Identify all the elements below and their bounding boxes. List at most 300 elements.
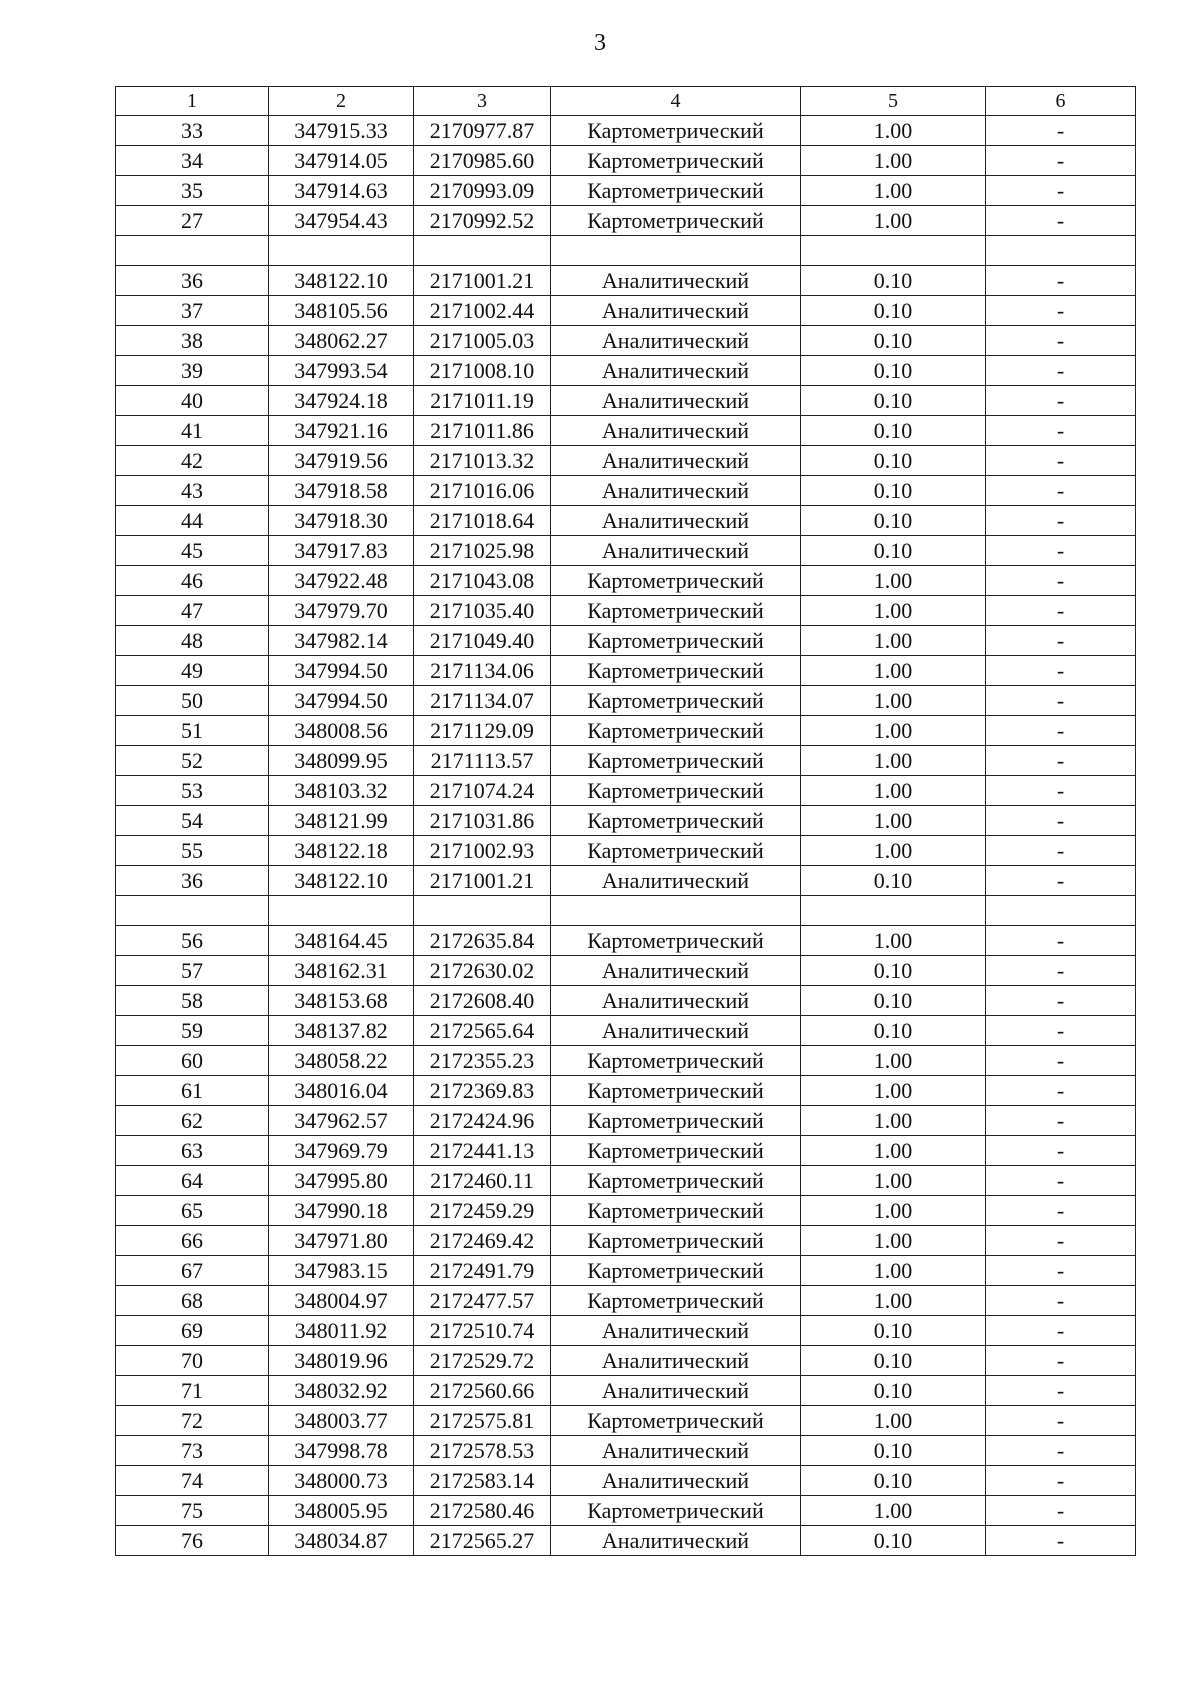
point-number-cell: 38	[116, 326, 269, 356]
y-coordinate-cell: 2170993.09	[414, 176, 551, 206]
method-cell: Картометрический	[551, 626, 801, 656]
table-row	[116, 326, 1136, 356]
note-cell: -	[986, 1196, 1136, 1226]
accuracy-cell: 1.00	[801, 116, 986, 146]
x-coordinate-cell: 347979.70	[269, 596, 414, 626]
point-number-cell: 66	[116, 1226, 269, 1256]
method-cell: Картометрический	[551, 116, 801, 146]
note-cell: -	[986, 686, 1136, 716]
point-number-cell	[116, 236, 269, 266]
accuracy-cell: 0.10	[801, 296, 986, 326]
method-cell: Картометрический	[551, 206, 801, 236]
accuracy-cell: 1.00	[801, 776, 986, 806]
point-number-cell: 65	[116, 1196, 269, 1226]
table-row	[116, 806, 1136, 836]
x-coordinate-cell: 347994.50	[269, 686, 414, 716]
y-coordinate-cell: 2170977.87	[414, 116, 551, 146]
accuracy-cell: 0.10	[801, 476, 986, 506]
point-number-cell: 44	[116, 506, 269, 536]
point-number-cell: 64	[116, 1166, 269, 1196]
accuracy-cell: 0.10	[801, 1346, 986, 1376]
note-cell	[986, 236, 1136, 266]
table-row	[116, 296, 1136, 326]
x-coordinate-cell: 347994.50	[269, 656, 414, 686]
point-number-cell: 48	[116, 626, 269, 656]
y-coordinate-cell: 2172510.74	[414, 1316, 551, 1346]
accuracy-cell: 0.10	[801, 266, 986, 296]
method-cell: Картометрический	[551, 146, 801, 176]
accuracy-cell: 1.00	[801, 806, 986, 836]
point-number-cell: 75	[116, 1496, 269, 1526]
x-coordinate-cell: 347919.56	[269, 446, 414, 476]
method-cell: Аналитический	[551, 1376, 801, 1406]
y-coordinate-cell: 2172578.53	[414, 1436, 551, 1466]
accuracy-cell: 1.00	[801, 1106, 986, 1136]
method-cell: Аналитический	[551, 986, 801, 1016]
method-cell: Картометрический	[551, 1076, 801, 1106]
note-cell: -	[986, 1016, 1136, 1046]
accuracy-cell: 1.00	[801, 1076, 986, 1106]
accuracy-cell: 1.00	[801, 566, 986, 596]
y-coordinate-cell: 2172630.02	[414, 956, 551, 986]
accuracy-cell: 0.10	[801, 1316, 986, 1346]
note-cell: -	[986, 1376, 1136, 1406]
note-cell: -	[986, 506, 1136, 536]
point-number-cell: 45	[116, 536, 269, 566]
x-coordinate-cell: 348153.68	[269, 986, 414, 1016]
table-row	[116, 716, 1136, 746]
accuracy-cell: 1.00	[801, 1496, 986, 1526]
accuracy-cell: 1.00	[801, 716, 986, 746]
point-number-cell: 71	[116, 1376, 269, 1406]
point-number-cell: 40	[116, 386, 269, 416]
note-cell: -	[986, 1256, 1136, 1286]
y-coordinate-cell: 2171113.57	[414, 746, 551, 776]
x-coordinate-cell: 348162.31	[269, 956, 414, 986]
table-row	[116, 686, 1136, 716]
accuracy-cell: 1.00	[801, 146, 986, 176]
point-number-cell: 69	[116, 1316, 269, 1346]
note-cell: -	[986, 1526, 1136, 1556]
y-coordinate-cell: 2172441.13	[414, 1136, 551, 1166]
method-cell: Аналитический	[551, 1466, 801, 1496]
x-coordinate-cell: 347918.30	[269, 506, 414, 536]
table-row	[116, 1526, 1136, 1556]
note-cell: -	[986, 1436, 1136, 1466]
x-coordinate-cell: 348003.77	[269, 1406, 414, 1436]
method-cell: Картометрический	[551, 656, 801, 686]
table-row	[116, 506, 1136, 536]
point-number-cell: 67	[116, 1256, 269, 1286]
table-row	[116, 416, 1136, 446]
point-number-cell: 37	[116, 296, 269, 326]
header-cell: 5	[801, 87, 986, 116]
point-number-cell: 36	[116, 866, 269, 896]
accuracy-cell: 1.00	[801, 1406, 986, 1436]
note-cell: -	[986, 1226, 1136, 1256]
note-cell: -	[986, 1316, 1136, 1346]
x-coordinate-cell: 347990.18	[269, 1196, 414, 1226]
x-coordinate-cell: 347915.33	[269, 116, 414, 146]
y-coordinate-cell: 2171011.19	[414, 386, 551, 416]
accuracy-cell	[801, 236, 986, 266]
table-row	[116, 1016, 1136, 1046]
header-cell: 6	[986, 87, 1136, 116]
y-coordinate-cell	[414, 896, 551, 926]
table-row	[116, 1286, 1136, 1316]
x-coordinate-cell: 348032.92	[269, 1376, 414, 1406]
y-coordinate-cell: 2171134.07	[414, 686, 551, 716]
y-coordinate-cell: 2172477.57	[414, 1286, 551, 1316]
x-coordinate-cell: 347971.80	[269, 1226, 414, 1256]
page-number: 3	[594, 30, 606, 56]
note-cell: -	[986, 536, 1136, 566]
y-coordinate-cell: 2172460.11	[414, 1166, 551, 1196]
point-number-cell: 50	[116, 686, 269, 716]
accuracy-cell: 1.00	[801, 1226, 986, 1256]
y-coordinate-cell: 2170992.52	[414, 206, 551, 236]
accuracy-cell: 0.10	[801, 1436, 986, 1466]
accuracy-cell: 1.00	[801, 926, 986, 956]
x-coordinate-cell: 348122.10	[269, 866, 414, 896]
y-coordinate-cell: 2171035.40	[414, 596, 551, 626]
point-number-cell: 57	[116, 956, 269, 986]
accuracy-cell: 0.10	[801, 326, 986, 356]
x-coordinate-cell: 347962.57	[269, 1106, 414, 1136]
method-cell: Картометрический	[551, 566, 801, 596]
x-coordinate-cell: 348121.99	[269, 806, 414, 836]
point-number-cell: 61	[116, 1076, 269, 1106]
table-row	[116, 566, 1136, 596]
note-cell: -	[986, 1166, 1136, 1196]
x-coordinate-cell: 348103.32	[269, 776, 414, 806]
table-row	[116, 446, 1136, 476]
y-coordinate-cell: 2172355.23	[414, 1046, 551, 1076]
point-number-cell: 49	[116, 656, 269, 686]
method-cell: Картометрический	[551, 1286, 801, 1316]
note-cell: -	[986, 656, 1136, 686]
y-coordinate-cell: 2171016.06	[414, 476, 551, 506]
table-separator-row	[116, 896, 1136, 926]
y-coordinate-cell: 2171129.09	[414, 716, 551, 746]
point-number-cell: 56	[116, 926, 269, 956]
method-cell: Картометрический	[551, 1046, 801, 1076]
method-cell: Картометрический	[551, 806, 801, 836]
y-coordinate-cell: 2172608.40	[414, 986, 551, 1016]
table-row	[116, 956, 1136, 986]
point-number-cell: 73	[116, 1436, 269, 1466]
method-cell: Аналитический	[551, 1346, 801, 1376]
x-coordinate-cell: 347983.15	[269, 1256, 414, 1286]
y-coordinate-cell: 2171011.86	[414, 416, 551, 446]
note-cell: -	[986, 146, 1136, 176]
y-coordinate-cell: 2171074.24	[414, 776, 551, 806]
method-cell: Картометрический	[551, 776, 801, 806]
method-cell: Аналитический	[551, 1526, 801, 1556]
accuracy-cell: 1.00	[801, 836, 986, 866]
point-number-cell: 63	[116, 1136, 269, 1166]
y-coordinate-cell: 2172459.29	[414, 1196, 551, 1226]
x-coordinate-cell: 348137.82	[269, 1016, 414, 1046]
table-row	[116, 866, 1136, 896]
x-coordinate-cell: 348034.87	[269, 1526, 414, 1556]
method-cell: Картометрический	[551, 596, 801, 626]
method-cell: Аналитический	[551, 1316, 801, 1346]
note-cell: -	[986, 836, 1136, 866]
note-cell: -	[986, 176, 1136, 206]
point-number-cell: 68	[116, 1286, 269, 1316]
accuracy-cell: 0.10	[801, 986, 986, 1016]
point-number-cell: 51	[116, 716, 269, 746]
x-coordinate-cell: 347921.16	[269, 416, 414, 446]
point-number-cell: 47	[116, 596, 269, 626]
y-coordinate-cell: 2172369.83	[414, 1076, 551, 1106]
table-row	[116, 386, 1136, 416]
table-header-row	[116, 87, 1136, 116]
accuracy-cell: 1.00	[801, 1196, 986, 1226]
note-cell: -	[986, 206, 1136, 236]
table-row	[116, 176, 1136, 206]
accuracy-cell: 1.00	[801, 626, 986, 656]
point-number-cell: 54	[116, 806, 269, 836]
accuracy-cell: 0.10	[801, 536, 986, 566]
x-coordinate-cell: 347914.63	[269, 176, 414, 206]
table-row	[116, 626, 1136, 656]
header-cell: 1	[116, 87, 269, 116]
point-number-cell: 43	[116, 476, 269, 506]
note-cell: -	[986, 1286, 1136, 1316]
method-cell: Аналитический	[551, 476, 801, 506]
method-cell: Картометрический	[551, 716, 801, 746]
x-coordinate-cell: 348105.56	[269, 296, 414, 326]
point-number-cell: 72	[116, 1406, 269, 1436]
note-cell: -	[986, 806, 1136, 836]
y-coordinate-cell: 2172491.79	[414, 1256, 551, 1286]
accuracy-cell: 0.10	[801, 1466, 986, 1496]
point-number-cell: 52	[116, 746, 269, 776]
point-number-cell: 39	[116, 356, 269, 386]
note-cell: -	[986, 716, 1136, 746]
note-cell: -	[986, 416, 1136, 446]
y-coordinate-cell: 2172565.27	[414, 1526, 551, 1556]
y-coordinate-cell: 2172565.64	[414, 1016, 551, 1046]
y-coordinate-cell: 2171043.08	[414, 566, 551, 596]
y-coordinate-cell: 2172424.96	[414, 1106, 551, 1136]
y-coordinate-cell: 2171049.40	[414, 626, 551, 656]
point-number-cell: 58	[116, 986, 269, 1016]
header-cell: 3	[414, 87, 551, 116]
y-coordinate-cell: 2171008.10	[414, 356, 551, 386]
note-cell: -	[986, 956, 1136, 986]
note-cell: -	[986, 116, 1136, 146]
y-coordinate-cell: 2172560.66	[414, 1376, 551, 1406]
table-row	[116, 746, 1136, 776]
table-row	[116, 836, 1136, 866]
point-number-cell: 76	[116, 1526, 269, 1556]
x-coordinate-cell: 348008.56	[269, 716, 414, 746]
method-cell: Картометрический	[551, 1256, 801, 1286]
note-cell	[986, 896, 1136, 926]
y-coordinate-cell: 2172580.46	[414, 1496, 551, 1526]
table-row	[116, 596, 1136, 626]
table-row	[116, 1316, 1136, 1346]
point-number-cell: 33	[116, 116, 269, 146]
table-row	[116, 536, 1136, 566]
accuracy-cell: 0.10	[801, 956, 986, 986]
accuracy-cell: 1.00	[801, 1256, 986, 1286]
method-cell: Картометрический	[551, 686, 801, 716]
table-row	[116, 356, 1136, 386]
accuracy-cell: 1.00	[801, 176, 986, 206]
accuracy-cell: 0.10	[801, 1016, 986, 1046]
note-cell: -	[986, 596, 1136, 626]
x-coordinate-cell: 347969.79	[269, 1136, 414, 1166]
accuracy-cell: 0.10	[801, 446, 986, 476]
point-number-cell: 53	[116, 776, 269, 806]
y-coordinate-cell: 2171002.93	[414, 836, 551, 866]
method-cell: Аналитический	[551, 296, 801, 326]
y-coordinate-cell: 2171002.44	[414, 296, 551, 326]
accuracy-cell: 1.00	[801, 596, 986, 626]
accuracy-cell: 0.10	[801, 866, 986, 896]
method-cell: Картометрический	[551, 1226, 801, 1256]
accuracy-cell: 1.00	[801, 1286, 986, 1316]
x-coordinate-cell: 348099.95	[269, 746, 414, 776]
point-number-cell: 62	[116, 1106, 269, 1136]
point-number-cell	[116, 896, 269, 926]
accuracy-cell	[801, 896, 986, 926]
point-number-cell: 34	[116, 146, 269, 176]
x-coordinate-cell: 348000.73	[269, 1466, 414, 1496]
x-coordinate-cell: 347922.48	[269, 566, 414, 596]
method-cell: Картометрический	[551, 836, 801, 866]
table-row	[116, 206, 1136, 236]
note-cell: -	[986, 866, 1136, 896]
method-cell: Картометрический	[551, 1406, 801, 1436]
x-coordinate-cell: 348019.96	[269, 1346, 414, 1376]
note-cell: -	[986, 1136, 1136, 1166]
point-number-cell: 27	[116, 206, 269, 236]
method-cell: Аналитический	[551, 956, 801, 986]
note-cell: -	[986, 926, 1136, 956]
point-number-cell: 41	[116, 416, 269, 446]
point-number-cell: 59	[116, 1016, 269, 1046]
table-row	[116, 1496, 1136, 1526]
accuracy-cell: 0.10	[801, 1376, 986, 1406]
y-coordinate-cell: 2171001.21	[414, 266, 551, 296]
y-coordinate-cell: 2171031.86	[414, 806, 551, 836]
point-number-cell: 74	[116, 1466, 269, 1496]
accuracy-cell: 0.10	[801, 506, 986, 536]
table-row	[116, 1226, 1136, 1256]
y-coordinate-cell: 2171025.98	[414, 536, 551, 566]
coordinates-table	[115, 86, 1136, 1556]
table-row	[116, 1046, 1136, 1076]
method-cell: Картометрический	[551, 1106, 801, 1136]
accuracy-cell: 0.10	[801, 356, 986, 386]
note-cell: -	[986, 1406, 1136, 1436]
method-cell: Картометрический	[551, 926, 801, 956]
x-coordinate-cell: 347998.78	[269, 1436, 414, 1466]
x-coordinate-cell: 347995.80	[269, 1166, 414, 1196]
x-coordinate-cell: 347982.14	[269, 626, 414, 656]
x-coordinate-cell: 347993.54	[269, 356, 414, 386]
method-cell: Картометрический	[551, 1136, 801, 1166]
method-cell: Аналитический	[551, 506, 801, 536]
method-cell: Аналитический	[551, 446, 801, 476]
note-cell: -	[986, 386, 1136, 416]
x-coordinate-cell: 348004.97	[269, 1286, 414, 1316]
accuracy-cell: 1.00	[801, 1136, 986, 1166]
x-coordinate-cell: 347924.18	[269, 386, 414, 416]
x-coordinate-cell: 348164.45	[269, 926, 414, 956]
note-cell: -	[986, 1346, 1136, 1376]
accuracy-cell: 0.10	[801, 386, 986, 416]
table-row	[116, 1106, 1136, 1136]
table-row	[116, 926, 1136, 956]
accuracy-cell: 0.10	[801, 1526, 986, 1556]
x-coordinate-cell: 348122.10	[269, 266, 414, 296]
accuracy-cell: 1.00	[801, 656, 986, 686]
note-cell: -	[986, 326, 1136, 356]
method-cell: Картометрический	[551, 746, 801, 776]
table-row	[116, 476, 1136, 506]
y-coordinate-cell: 2172635.84	[414, 926, 551, 956]
note-cell: -	[986, 356, 1136, 386]
header-cell: 4	[551, 87, 801, 116]
note-cell: -	[986, 566, 1136, 596]
method-cell	[551, 896, 801, 926]
method-cell: Аналитический	[551, 416, 801, 446]
table-row	[116, 776, 1136, 806]
x-coordinate-cell: 348058.22	[269, 1046, 414, 1076]
y-coordinate-cell: 2172575.81	[414, 1406, 551, 1436]
point-number-cell: 46	[116, 566, 269, 596]
method-cell: Аналитический	[551, 266, 801, 296]
method-cell	[551, 236, 801, 266]
method-cell: Аналитический	[551, 536, 801, 566]
accuracy-cell: 1.00	[801, 1166, 986, 1196]
table-row	[116, 1436, 1136, 1466]
method-cell: Аналитический	[551, 356, 801, 386]
point-number-cell: 35	[116, 176, 269, 206]
note-cell: -	[986, 1076, 1136, 1106]
y-coordinate-cell: 2172529.72	[414, 1346, 551, 1376]
y-coordinate-cell: 2172583.14	[414, 1466, 551, 1496]
y-coordinate-cell: 2171001.21	[414, 866, 551, 896]
table-row	[116, 1136, 1136, 1166]
table-row	[116, 1196, 1136, 1226]
method-cell: Картометрический	[551, 176, 801, 206]
table-row	[116, 1346, 1136, 1376]
point-number-cell: 70	[116, 1346, 269, 1376]
accuracy-cell: 1.00	[801, 206, 986, 236]
accuracy-cell: 1.00	[801, 746, 986, 776]
x-coordinate-cell: 347954.43	[269, 206, 414, 236]
x-coordinate-cell: 348016.04	[269, 1076, 414, 1106]
method-cell: Аналитический	[551, 1436, 801, 1466]
table-row	[116, 1076, 1136, 1106]
table-row	[116, 1166, 1136, 1196]
x-coordinate-cell: 347914.05	[269, 146, 414, 176]
x-coordinate-cell: 347918.58	[269, 476, 414, 506]
x-coordinate-cell: 348122.18	[269, 836, 414, 866]
note-cell: -	[986, 1496, 1136, 1526]
table-row	[116, 266, 1136, 296]
coordinates-table-body	[116, 87, 1136, 1556]
note-cell: -	[986, 1466, 1136, 1496]
note-cell: -	[986, 1106, 1136, 1136]
